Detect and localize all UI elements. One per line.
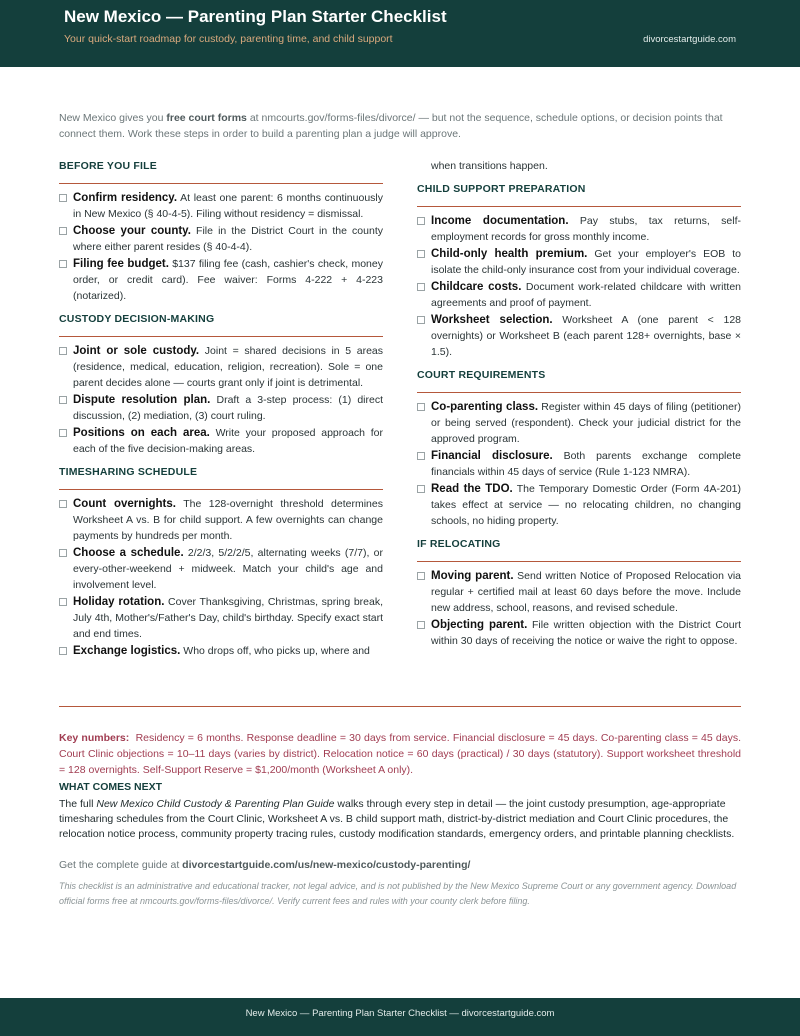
checklist-item-text: $137 filing fee (cash, cashier's check, money order, or credit card). Fee waiver: Forms 4-222 + 4-223 (notarized). [73,258,383,302]
disclaimer: This checklist is an administrative and educational tracker, not legal advice, and is not published by the New Mexico Supreme Court or any government agency. Download official forms free at nmcourts.gov/forms-files/divorce/. Verify current fees and rules with your county clerk before filing. [59,881,737,906]
checklist-item-income-documentation [417,213,741,245]
continuation-text [417,158,741,174]
guide-name: New Mexico Child Custody & Parenting Plan Guide [96,798,335,810]
get-guide-line [59,859,741,871]
checkbox-icon[interactable] [417,452,425,460]
section-title-before-you-file: BEFORE YOU FILE [59,160,157,172]
checklist-item-label: Joint or sole custody. [73,345,200,357]
checklist-item-label: Financial disclosure. [431,450,553,462]
checkbox-icon[interactable] [59,260,67,268]
checklist-item-text: Register within 45 days of filing (petitioner) or being served (respondent). Check your judicial district for the approved program. [431,401,741,445]
checklist-item-text: 2/2/3, 5/2/2/5, alternating weeks (7/7), or every-other-weekend + midweek. Match your child's age and involvement level. [73,547,383,591]
checklist-item-moving-parent [417,568,741,616]
section-rule [59,489,383,490]
intro-bold: free court forms [166,112,247,124]
key-numbers [59,730,741,778]
get-guide-text: Get the complete guide at [59,859,183,871]
guide-link[interactable]: divorcestartguide.com/us/new-mexico/custody-parenting/ [182,859,471,871]
checklist-item-text: File in the District Court in the county where either parent resides (§ 40-4-4). [73,225,383,253]
checklist-item-label: Choose a schedule. [73,547,184,559]
checklist-item-positions-on-each-area [59,425,383,457]
checklist-item-text: Send written Notice of Proposed Relocation via regular + certified mail at least 60 days before the move. Include new address, school, reasons, and revised schedule. [431,570,741,614]
what-next-title: WHAT COMES NEXT [59,781,163,793]
checkbox-icon[interactable] [59,549,67,557]
checklist-item-confirm-residency [59,190,383,222]
intro-text-end: at nmcourts.gov/forms-files/divorce/ — but not the sequence, schedule options, or decision points that connect them. Work these steps in order to build a parenting plan a judge will approve. [59,112,723,140]
checkbox-icon[interactable] [417,217,425,225]
checklist-item-text: The Temporary Domestic Order (Form 4A-201) takes effect at service — no relocating children, no changing schools, no hiding property. [431,483,741,527]
intro-text-start: New Mexico gives you [59,112,167,124]
what-next-pre: The full [59,798,97,810]
checklist-item-text: Get your employer's EOB to isolate the child-only insurance cost from your individual coverage. [431,248,742,276]
section-rule [417,392,741,393]
section-title-custody-decision-making: CUSTODY DECISION-MAKING [59,313,215,325]
checklist-item-text: Document work-related childcare with written agreements and proof of payment. [431,281,742,309]
checklist-item-choose-a-schedule [59,545,383,593]
checklist-item-label: Child-only health premium. [431,248,588,260]
section-rule [417,206,741,207]
checklist-item-financial-disclosure [417,448,741,480]
checklist-item-text: Both parents exchange complete financials within 45 days of service (Rule 1-123 NMRA). [431,450,741,478]
checkbox-icon[interactable] [59,194,67,202]
checklist-item-worksheet-selection [417,312,741,360]
checkbox-icon[interactable] [59,347,67,355]
checklist-item-label: Moving parent. [431,570,514,582]
checkbox-icon[interactable] [417,250,425,258]
checklist-item-label: Co-parenting class. [431,401,539,413]
checkbox-icon[interactable] [59,429,67,437]
key-numbers-label: Key numbers: [59,732,130,744]
checklist-item-label: Exchange logistics. [73,645,181,657]
continuation-text-content: when transitions happen. [431,160,548,172]
checklist-item-co-parenting-class [417,399,741,447]
intro-paragraph [59,110,741,142]
checklist-item-choose-your-county [59,223,383,255]
checkbox-icon[interactable] [59,500,67,508]
checklist-item-filing-fee-budget [59,256,383,304]
page-footer: New Mexico — Parenting Plan Starter Checklist — divorcestartguide.com [0,998,800,1036]
checklist-item-count-overnights [59,496,383,544]
section-rule [59,336,383,337]
left-column [59,158,383,660]
checkbox-icon[interactable] [417,316,425,324]
checkbox-icon[interactable] [59,227,67,235]
checklist-item-text: Draft a 3-step process: (1) direct discussion, (2) mediation, (3) court ruling. [73,394,383,422]
checkbox-icon[interactable] [417,283,425,291]
checklist-item-joint-or-sole-custody [59,343,383,391]
checklist-item-label: Choose your county. [73,225,191,237]
checklist-item-objecting-parent [417,617,741,649]
checklist-item-label: Holiday rotation. [73,596,165,608]
checklist-item-label: Income documentation. [431,215,569,227]
checkbox-icon[interactable] [59,396,67,404]
right-column [417,158,741,650]
checklist-item-exchange-logistics [59,643,383,659]
checkbox-icon[interactable] [59,598,67,606]
key-numbers-text: Residency = 6 months. Response deadline = 30 days from service. Financial disclosure = 45 days. Co-parenting class = 45 days. Court Clinic objections = 10–11 days (varies by district). Relocation notice = 60 days (practical) / 30 days (statutory). Support worksheet threshold = 128 overnights. Self-Support Reserve = $1,200/month (Worksheet A only). [59,732,741,776]
checklist-item-label: Read the TDO. [431,483,513,495]
checklist-item-label: Objecting parent. [431,619,528,631]
checklist-item-text: Who drops off, who picks up, where and [183,645,370,657]
page-subtitle: Your quick-start roadmap for custody, parenting time, and child support [64,33,393,45]
checklist-item-text: Worksheet A (one parent < 128 overnights) or Worksheet B (each parent 128+ overnights, base × 1.5). [431,314,741,358]
checklist-item-text: Pay stubs, tax returns, self-employment records for gross monthly income. [431,215,741,243]
section-title-timesharing-schedule: TIMESHARING SCHEDULE [59,466,198,478]
section-title-if-relocating: IF RELOCATING [417,538,501,550]
section-title-court-requirements: COURT REQUIREMENTS [417,369,546,381]
checklist-item-childcare-costs [417,279,741,311]
what-next-post: walks through every step in detail — the joint custody presumption, age-appropriate timesharing schedules from the Court Clinic, Worksheet A vs. B child support math, district-by-district mediation and Court Clinic procedures, the relocation notice process, community property tracing rules, custody modification standards, emergency orders, and printable planning checklists. [59,798,735,840]
checklist-item-label: Childcare costs. [431,281,522,293]
checklist-item-label: Count overnights. [73,498,176,510]
checklist-item-text: Cover Thanksgiving, Christmas, spring break, July 4th, Mother's/Father's Day, child's birthday. Specify exact start and end times. [73,596,383,640]
checklist-item-text: File written objection with the District Court within 30 days of receiving the notice or waive the right to oppose. [431,619,741,647]
checkbox-icon[interactable] [417,403,425,411]
checklist-item-dispute-resolution-plan [59,392,383,424]
checklist-item-label: Filing fee budget. [73,258,169,270]
checklist-item-label: Dispute resolution plan. [73,394,211,406]
checklist-item-text: Write your proposed approach for each of the five decision-making areas. [73,427,383,455]
checkbox-icon[interactable] [417,621,425,629]
checklist-item-child-only-health-premium [417,246,741,278]
page-header [0,0,800,67]
checklist-item-text: At least one parent: 6 months continuously in New Mexico (§ 40-4-5). Filing without residency = dismissal. [73,192,383,220]
checkbox-icon[interactable] [59,647,67,655]
checklist-item-label: Confirm residency. [73,192,178,204]
checkbox-icon[interactable] [417,572,425,580]
section-rule [59,183,383,184]
checkbox-icon[interactable] [417,485,425,493]
checklist-item-read-the-tdo [417,481,741,529]
site-name: divorcestartguide.com [643,34,736,45]
checklist-item-label: Worksheet selection. [431,314,553,326]
checklist-item-holiday-rotation [59,594,383,642]
section-title-child-support-preparation: CHILD SUPPORT PREPARATION [417,183,586,195]
page-title: New Mexico — Parenting Plan Starter Checklist [64,7,447,26]
checklist-item-text: Joint = shared decisions in 5 areas (residence, medical, education, religion, recreation). Sole = one parent decides alone — courts grant only if joint is detrimental. [73,345,384,389]
checklist-item-label: Positions on each area. [73,427,210,439]
section-rule [417,561,741,562]
section-divider [59,706,741,707]
checklist-item-text: The 128-overnight threshold determines Worksheet A vs. B for child support. A few overnights can change payments by hundreds per month. [73,498,383,542]
what-next-paragraph [59,797,741,842]
